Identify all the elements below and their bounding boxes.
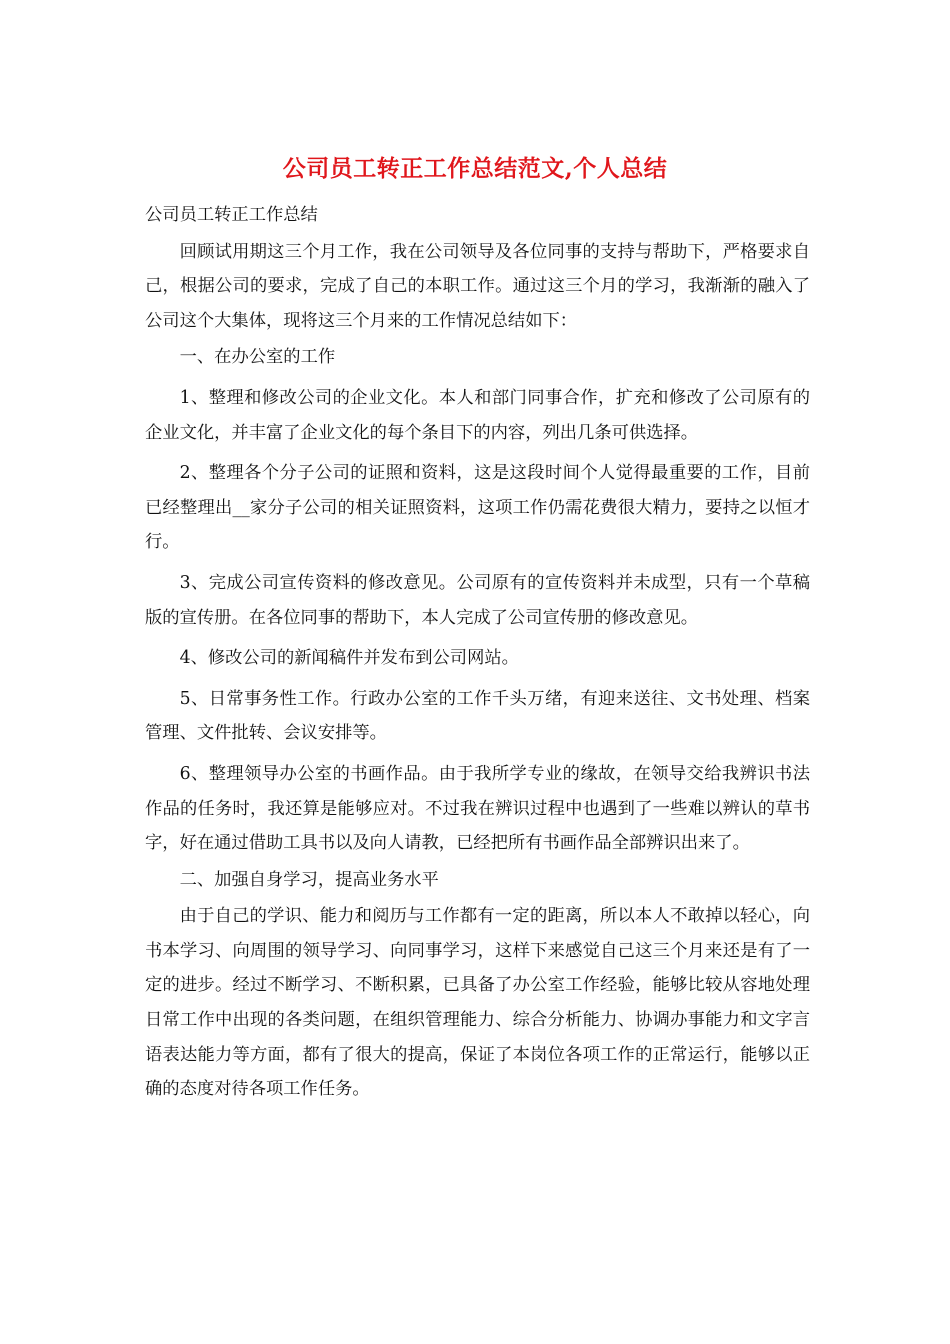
document-title: 公司员工转正工作总结范文,个人总结 [282, 155, 668, 182]
heading-office-work: 一、在办公室的工作 [179, 347, 336, 368]
paragraph-self-study: 由于自己的学识、能力和阅历与工作都有一定的距离，所以本人不敢掉以轻心，向书本学习、向周围的领导学习、向同事学习，这样下来感觉自己这三个月来还是有了一定的进步。经过不断学习、不断积累，已具备了办公室工作经验，能够比较从容地处理日常工作中出现的各类问题，在组织管理能力、综合分析能力、协调办事能力和文字言语表达能力等方面，都有了很大的提高，保证了本岗位各项工作的正常运行，能够以正确的态度对待各项工作任务。 [145, 906, 810, 1100]
document-body [145, 198, 810, 1107]
heading-self-study: 二、加强自身学习，提高业务水平 [179, 869, 439, 890]
list-item-5: 5、日常事务性工作。行政办公室的工作千头万绪，有迎来送往、文书处理、档案管理、文件批转、会议安排等。 [145, 688, 810, 744]
section-subtitle: 公司员工转正工作总结 [145, 205, 318, 225]
list-item-3: 3、完成公司宣传资料的修改意见。公司原有的宣传资料并未成型，只有一个草稿版的宣传册。在各位同事的帮助下，本人完成了公司宣传册的修改意见。 [145, 572, 810, 628]
list-item-2: 2、整理各个分子公司的证照和资料，这是这段时间个人觉得最重要的工作，目前已经整理出__家分子公司的相关证照资料，这项工作仍需花费很大精力，要持之以恒才行。 [145, 463, 810, 553]
list-item-4: 4、修改公司的新闻稿件并发布到公司网站。 [179, 648, 519, 669]
list-item-6: 6、整理领导办公室的书画作品。由于我所学专业的缘故，在领导交给我辨识书法作品的任务时，我还算是能够应对。不过我在辨识过程中也遇到了一些难以辨认的草书字，好在通过借助工具书以及向人请教，已经把所有书画作品全部辨识出来了。 [145, 763, 810, 854]
paragraph-intro: 回顾试用期这三个月工作，我在公司领导及各位同事的支持与帮助下，严格要求自己，根据公司的要求，完成了自己的本职工作。通过这三个月的学习，我渐渐的融入了公司这个大集体，现将这三个月来的工作情况总结如下： [145, 241, 810, 331]
list-item-1: 1、整理和修改公司的企业文化。本人和部门同事合作，扩充和修改了公司原有的企业文化，并丰富了企业文化的每个条目下的内容，列出几条可供选择。 [145, 387, 810, 443]
